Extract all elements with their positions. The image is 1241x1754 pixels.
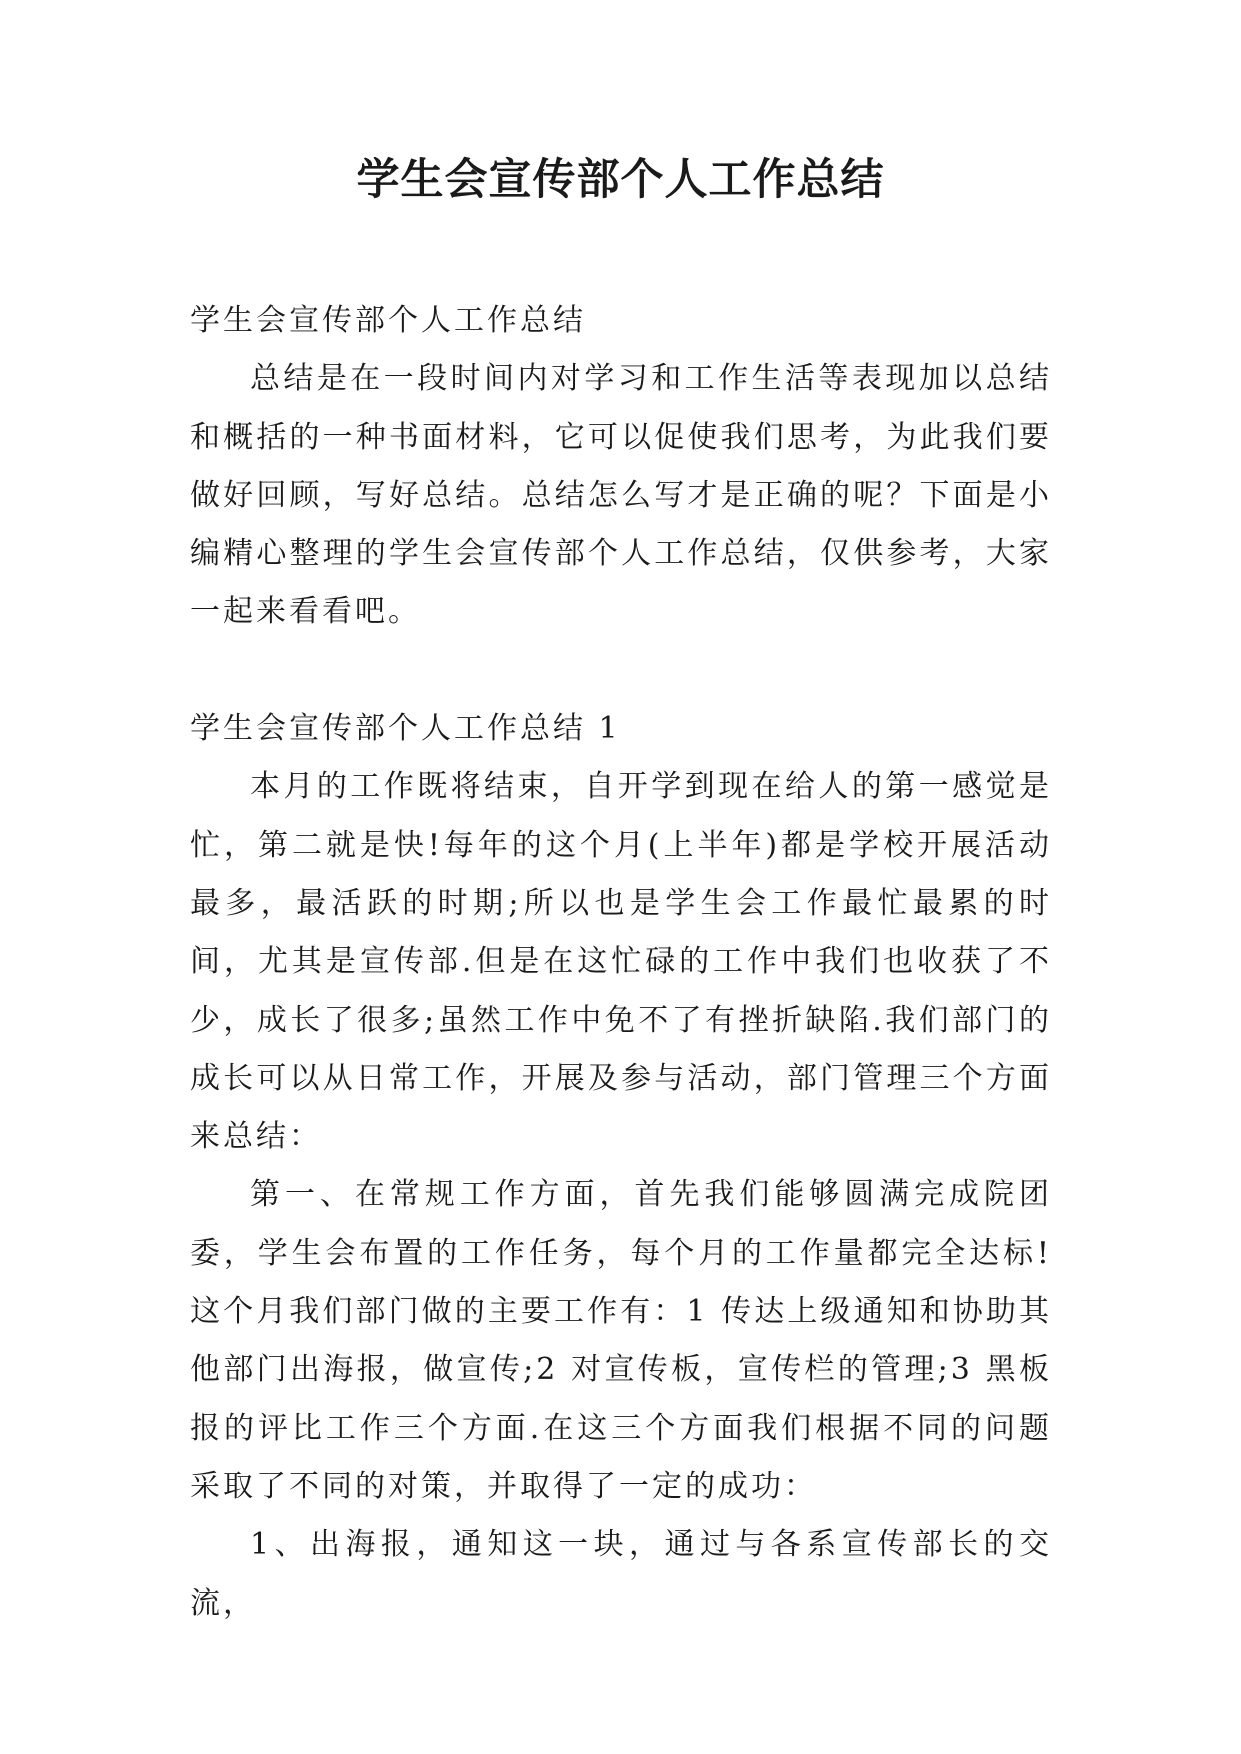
body-paragraph: 1、出海报，通知这一块，通过与各系宣传部长的交流，	[190, 1527, 1052, 1621]
section-heading: 学生会宣传部个人工作总结 1	[190, 711, 621, 747]
paragraph-spacer	[190, 642, 1052, 700]
document-subtitle: 学生会宣传部个人工作总结	[190, 303, 586, 338]
document-body	[190, 292, 1052, 1633]
body-paragraph: 本月的工作既将结束，自开学到现在给人的第一感觉是忙，第二就是快!每年的这个月(上半年)都是学校开展活动最多，最活跃的时期;所以也是学生会工作最忙最累的时间，尤其是宣传部.但是在这忙碌的工作中我们也收获了不少，成长了很多;虽然工作中免不了有挫折缺陷.我们部门的成长可以从日常工作，开展及参与活动，部门管理三个方面来总结：	[190, 769, 1052, 1155]
body-paragraph: 第一、在常规工作方面，首先我们能够圆满完成院团委，学生会布置的工作任务，每个月的工作量都完全达标!这个月我们部门做的主要工作有：1 传达上级通知和协助其他部门出海报，做宣传;2 对宣传板，宣传栏的管理;3 黑板报的评比工作三个方面.在这三个方面我们根据不同的问题采取了不同的对策，并取得了一定的成功：	[190, 1177, 1052, 1504]
document-title: 学生会宣传部个人工作总结	[356, 155, 885, 205]
intro-paragraph: 总结是在一段时间内对学习和工作生活等表现加以总结和概括的一种书面材料，它可以促使我们思考，为此我们要做好回顾，写好总结。总结怎么写才是正确的呢？下面是小编精心整理的学生会宣传部个人工作总结，仅供参考，大家一起来看看吧。	[190, 361, 1052, 630]
